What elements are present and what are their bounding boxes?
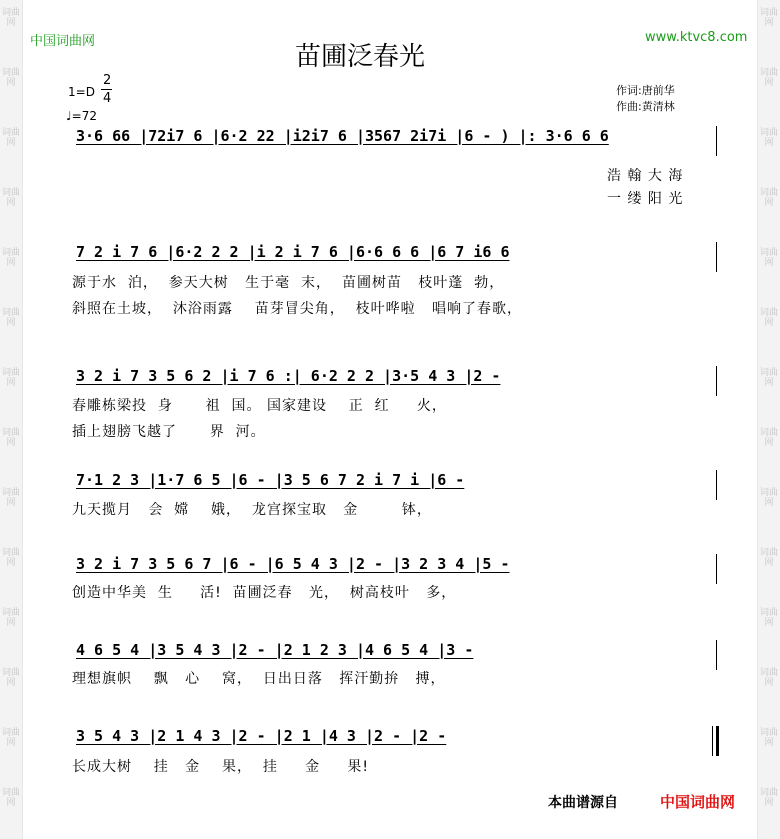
score-line-4 <box>72 471 720 491</box>
watermark-text: 词曲网 <box>1 68 20 88</box>
score-line-1 <box>72 127 720 147</box>
footer-site-name[interactable]: 中国词曲网 <box>660 793 736 811</box>
watermark-text: 词曲网 <box>759 8 778 28</box>
watermark-text: 词曲网 <box>1 728 20 748</box>
score-line-2 <box>72 243 720 263</box>
lyrics-line-7: 长成大树 挂 金 果， 挂 金 果! <box>72 759 369 775</box>
final-barline <box>716 726 719 756</box>
notation-line-2: 7 2 i 7 6 |6·2 2 2 |i 2 i 7 6 |6·6 6 6 |6 7 i6 6 <box>76 243 510 261</box>
watermark-text: 词曲网 <box>1 308 20 328</box>
watermark-text: 词曲网 <box>1 8 20 28</box>
score-line-7 <box>72 727 720 747</box>
watermark-text: 词曲网 <box>759 308 778 328</box>
watermark-text: 词曲网 <box>1 488 20 508</box>
watermark-text: 词曲网 <box>759 668 778 688</box>
watermark-text: 词曲网 <box>759 728 778 748</box>
watermark-text: 词曲网 <box>1 368 20 388</box>
score-line-3 <box>72 367 720 387</box>
watermark-text: 词曲网 <box>759 188 778 208</box>
watermark-text: 词曲网 <box>1 428 20 448</box>
lyrics-line-2-verse-1: 源于水 泊， 参天大树 生于毫 末， 苗圃树苗 枝叶蓬 勃， <box>72 275 505 291</box>
time-signature-numerator: 2 <box>103 73 112 88</box>
watermark-text: 词曲网 <box>759 788 778 808</box>
time-signature-denominator: 4 <box>103 91 112 106</box>
lyrics-line-4: 九天揽月 会 嫦 娥， 龙宫探宝取 金 钵， <box>72 502 432 518</box>
lyricist-credit: 作词:唐前华 <box>616 84 675 97</box>
notation-line-7: 3 5 4 3 |2 1 4 3 |2 - |2 1 |4 3 |2 - |2 - <box>76 727 447 745</box>
footer-source-label: 本曲谱源自 <box>548 795 618 811</box>
watermark-text: 词曲网 <box>759 428 778 448</box>
site-url-right: www.ktvc8.com <box>645 30 748 45</box>
notation-line-5: 3 2 i 7 3 5 6 7 |6 - |6 5 4 3 |2 - |3 2 3 4 |5 - <box>76 555 510 573</box>
key-signature: 1=D <box>68 85 95 99</box>
lyrics-line-3-verse-2: 插上翅膀飞越了 界 河。 <box>72 424 266 440</box>
watermark-text: 词曲网 <box>1 548 20 568</box>
time-signature-line <box>101 89 112 90</box>
site-name-left: 中国词曲网 <box>30 34 96 49</box>
watermark-text: 词曲网 <box>1 608 20 628</box>
lyrics-line-1-verse-2: 一 缕 阳 光 <box>607 191 684 207</box>
lyrics-line-1-verse-1: 浩 翰 大 海 <box>607 168 684 184</box>
watermark-text: 词曲网 <box>759 248 778 268</box>
lyrics-line-2-verse-2: 斜照在土坡， 沐浴雨露 苗芽冒尖角， 枝叶哗啦 唱响了春歌， <box>72 301 522 317</box>
lyrics-line-6: 理想旗帜 飘 心 窝， 日出日落 挥汗勤拚 搏， <box>72 671 446 687</box>
watermark-text: 词曲网 <box>1 188 20 208</box>
watermark-text: 词曲网 <box>759 548 778 568</box>
watermark-strip-right <box>757 0 780 839</box>
watermark-text: 词曲网 <box>1 248 20 268</box>
notation-line-3: 3 2 i 7 3 5 6 2 |i 7 6 :| 6·2 2 2 |3·5 4 3 |2 - <box>76 367 501 385</box>
composer-credit: 作曲:黄清林 <box>616 100 675 113</box>
watermark-text: 词曲网 <box>759 608 778 628</box>
score-line-5 <box>72 555 720 575</box>
watermark-text: 词曲网 <box>759 128 778 148</box>
notation-line-1: 3·6 66 |72i7 6 |6·2 22 |i2i7 6 |3567 2i7i |6 - ) |: 3·6 6 6 <box>76 127 609 145</box>
notation-line-6: 4 6 5 4 |3 5 4 3 |2 - |2 1 2 3 |4 6 5 4 |3 - <box>76 641 474 659</box>
watermark-strip-left <box>0 0 23 839</box>
watermark-text: 词曲网 <box>759 368 778 388</box>
watermark-text: 词曲网 <box>1 668 20 688</box>
watermark-text: 词曲网 <box>1 128 20 148</box>
watermark-text: 词曲网 <box>759 68 778 88</box>
lyrics-line-3-verse-1: 春雕栋梁投 身 祖 国。 国家建设 正 红 火， <box>72 398 447 414</box>
score-line-6 <box>72 641 720 661</box>
notation-line-4: 7·1 2 3 |1·7 6 5 |6 - |3 5 6 7 2 i 7 i |6 - <box>76 471 465 489</box>
tempo-marking: ♩=72 <box>66 109 97 123</box>
lyrics-line-5: 创造中华美 生 活! 苗圃泛春 光， 树高枝叶 多， <box>72 585 457 601</box>
watermark-text: 词曲网 <box>1 788 20 808</box>
song-title: 苗圃泛春光 <box>295 42 426 72</box>
watermark-text: 词曲网 <box>759 488 778 508</box>
